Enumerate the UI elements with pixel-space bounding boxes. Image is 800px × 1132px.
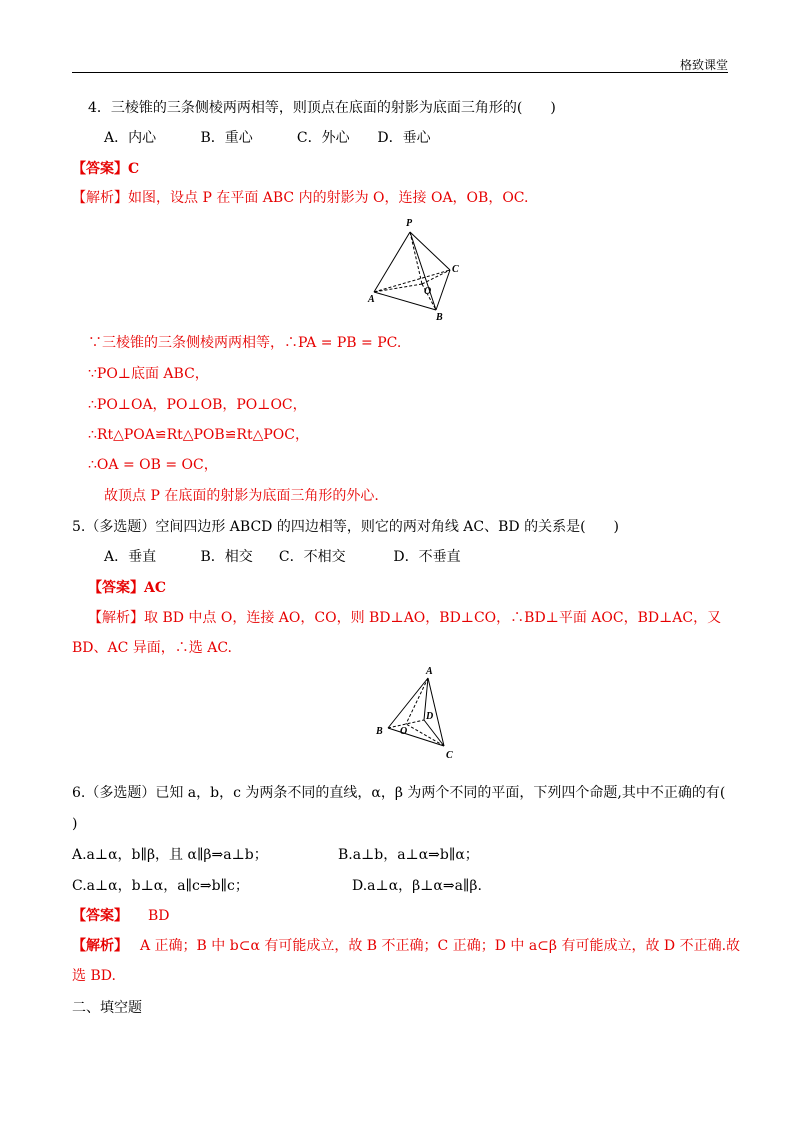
segment-po <box>410 232 422 284</box>
q4-step-5: ∴OA = OB = OC， <box>88 457 218 473</box>
label-c: C <box>446 750 453 761</box>
q6-analysis-text: A 正确；B 中 b⊂α 有可能成立，故 B 不正确；C 正确；D 中 a⊂β 有可能成立，故 D 不正确.故 <box>140 938 741 954</box>
q6-option-d: D.a⊥α，β⊥α⇒a∥β. <box>352 878 482 894</box>
q5-tetrahedron-figure <box>372 664 468 764</box>
header-brand: 格致课堂 <box>679 58 728 72</box>
label-p: P <box>406 218 413 229</box>
q4-option-a: A．内心 <box>104 130 157 146</box>
q6-option-a: A.a⊥α，b∥β，且 α∥β⇒a⊥b； <box>72 847 268 863</box>
q5-analysis-line-1: 【解析】取 BD 中点 O，连接 AO，CO，则 BD⊥AO，BD⊥CO，∴BD⊥平面 AOC，BD⊥AC，又 <box>88 610 722 626</box>
q6-option-c: C.a⊥α，b⊥α，a∥c⇒b∥c； <box>72 878 249 894</box>
q4-option-d: D．垂心 <box>377 130 431 146</box>
q4-option-b: B．重心 <box>200 130 253 146</box>
q4-stem: 4．三棱锥的三条侧棱两两相等，则顶点在底面的射影为底面三角形的( ) <box>88 100 556 116</box>
label-c: C <box>452 264 459 275</box>
q5-analysis-line-2: BD、AC 异面，∴选 AC. <box>72 640 233 656</box>
q6-stem-line-1: 6.（多选题）已知 a，b，c 为两条不同的直线，α，β 为两个不同的平面，下列四个命题,其中不正确的有( <box>72 785 726 801</box>
label-d: D <box>426 711 434 722</box>
segment-oa <box>374 284 422 292</box>
label-b: B <box>436 312 443 323</box>
q5-option-c: C．不相交 <box>278 549 346 565</box>
edge-bc <box>388 728 444 746</box>
label-b: B <box>376 726 383 737</box>
q5-option-d: D．不垂直 <box>393 549 461 565</box>
header-rule <box>72 72 728 73</box>
q6-analysis-label: 【解析】 <box>72 938 128 954</box>
q6-option-b: B.a⊥b，a⊥α⇒b∥α； <box>338 847 479 863</box>
q4-step-2: ∵PO⊥底面 ABC， <box>88 366 209 382</box>
q4-pyramid-figure <box>364 214 464 324</box>
q6-answer-value: BD <box>148 908 170 924</box>
q4-analysis: 【解析】如图，设点 P 在平面 ABC 内的射影为 O，连接 OA，OB，OC. <box>72 190 529 206</box>
q4-option-c: C．外心 <box>296 130 350 146</box>
q4-step-6: 故顶点 P 在底面的射影为底面三角形的外心. <box>104 488 379 504</box>
label-a: A <box>426 666 433 677</box>
label-o: O <box>400 726 408 737</box>
q6-answer <box>72 906 170 926</box>
segment-co <box>406 724 444 746</box>
q6-stem-line-2: ) <box>72 816 78 832</box>
q4-answer: 【答案】C <box>72 161 140 177</box>
q4-options <box>104 128 431 148</box>
q5-option-b: B．相交 <box>200 549 253 565</box>
label-a: A <box>368 294 375 305</box>
label-o: O <box>424 286 432 297</box>
q5-answer: 【答案】AC <box>88 580 167 596</box>
q6-analysis-line-1 <box>72 936 740 956</box>
q4-step-3: ∴PO⊥OA，PO⊥OB，PO⊥OC， <box>88 397 307 413</box>
q6-answer-label: 【答案】 <box>72 908 128 924</box>
q5-option-a: A．垂直 <box>104 549 157 565</box>
q4-step-4: ∴Rt△POA≌Rt△POB≌Rt△POC， <box>88 427 309 443</box>
q5-stem: 5.（多选题）空间四边形 ABCD 的四边相等，则它的两对角线 AC、BD 的关系是( ) <box>72 519 620 535</box>
q6-analysis-line-2: 选 BD. <box>72 968 116 984</box>
q5-options <box>104 547 461 567</box>
section-title: 二、填空题 <box>72 1000 142 1016</box>
q4-step-1: ∵三棱锥的三条侧棱两两相等，∴PA = PB = PC. <box>88 335 402 351</box>
